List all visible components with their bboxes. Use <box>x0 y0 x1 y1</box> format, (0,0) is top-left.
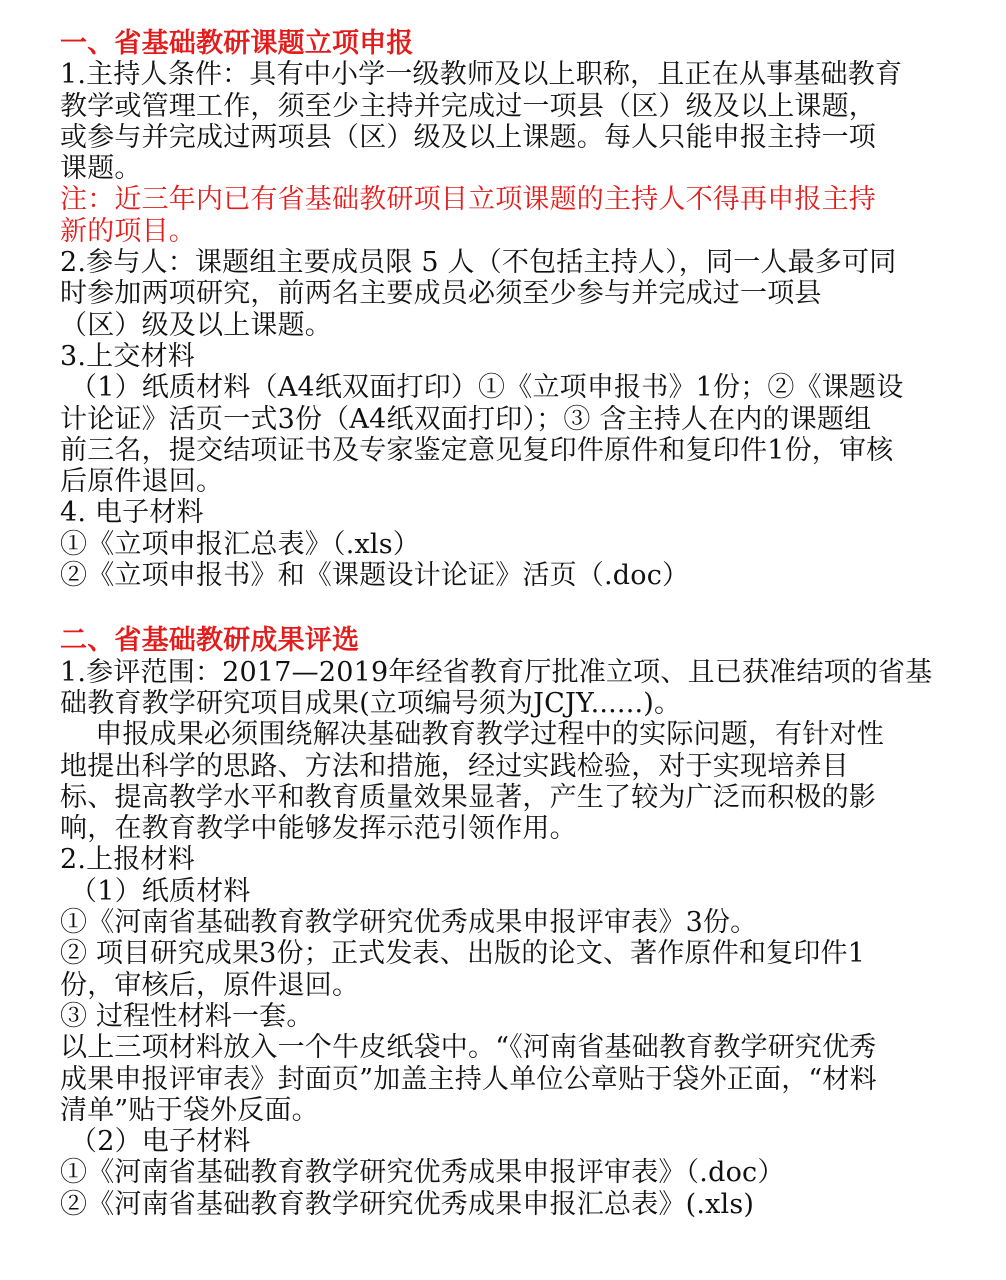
section-1-note <box>60 184 948 247</box>
section-1-line: 课题。 <box>60 153 142 185</box>
section-1-line: 4. 电子材料 <box>60 497 204 529</box>
section-1-line: 1.主持人条件：具有中小学一级教师及以上职称，且正在从事基础教育 <box>60 59 903 91</box>
section-1-line: ②《立项申报书》和《课题设计论证》活页（.doc） <box>60 560 690 592</box>
section-gap <box>60 591 948 625</box>
section-2-line: 础教育教学研究项目成果(立项编号须为JCJY......)。 <box>60 687 682 719</box>
section-1-line: （区）级及以上课题。 <box>60 309 332 341</box>
section-1-line: （1）纸质材料（A4纸双面打印）①《立项申报书》1份；②《课题设 <box>70 372 904 404</box>
section-1-line: 教学或管理工作，须至少主持并完成过一项县（区）级及以上课题， <box>60 90 876 122</box>
section-1-line: ①《立项申报汇总表》（.xls） <box>60 528 421 560</box>
section-2-line: ①《河南省基础教育教学研究优秀成果申报评审表》（.doc） <box>60 1157 785 1189</box>
section-1-body <box>60 59 948 184</box>
section-1-line: 或参与并完成过两项县（区）级及以上课题。每人只能申报主持一项 <box>60 121 876 153</box>
section-2-line: 申报成果必须围绕解决基础教育教学过程中的实际问题，有针对性 <box>60 719 884 751</box>
section-1-line: 2.参与人：课题组主要成员限 5 人（不包括主持人），同一人最多可同 <box>60 247 897 279</box>
section-2-line: 地提出科学的思路、方法和措施，经过实践检验，对于实现培养目 <box>60 750 849 782</box>
section-2-line: ①《河南省基础教育教学研究优秀成果申报评审表》3份。 <box>60 907 758 939</box>
section-2-title: 二、省基础教研成果评选 <box>60 625 360 657</box>
section-1-body-continued <box>60 247 948 591</box>
section-1-line: 后原件退回。 <box>60 466 224 498</box>
section-2-line: 1.参评范围：2017—2019年经省教育厅批准立项、且已获准结项的省基 <box>60 656 933 688</box>
section-2-line: 份，审核后，原件退回。 <box>60 969 360 1001</box>
section-2-line: 成果申报评审表》封面页”加盖主持人单位公章贴于袋外正面，“材料 <box>60 1063 877 1095</box>
section-1-line: 前三名，提交结项证书及专家鉴定意见复印件原件和复印件1份，审核 <box>60 434 894 466</box>
section-2-line: 清单”贴于袋外反面。 <box>60 1094 319 1126</box>
section-2-line: ③ 过程性材料一套。 <box>60 1000 314 1032</box>
section-2-line: （2）电子材料 <box>70 1126 251 1158</box>
section-2-line: 响，在教育教学中能够发挥示范引领作用。 <box>60 813 577 845</box>
section-2-line: 标、提高教学水平和教育质量效果显著，产生了较为广泛而积极的影 <box>60 781 876 813</box>
section-2-body <box>60 657 948 1220</box>
section-2-line: ②《河南省基础教育教学研究优秀成果申报汇总表》(.xls) <box>60 1188 755 1220</box>
note-line: 新的项目。 <box>60 215 196 247</box>
section-1-line: 时参加两项研究，前两名主要成员必须至少参与并完成过一项县 <box>60 278 822 310</box>
section-2-line: （1）纸质材料 <box>70 875 251 907</box>
section-1-line: 3.上交材料 <box>60 340 195 372</box>
section-2-line: 2.上报材料 <box>60 844 195 876</box>
section-1-line: 计论证》活页一式3份（A4纸双面打印）；③ 含主持人在内的课题组 <box>60 403 872 435</box>
section-1-title: 一、省基础教研课题立项申报 <box>60 28 414 59</box>
section-2-line: 以上三项材料放入一个牛皮纸袋中。“《河南省基础教育教学研究优秀 <box>60 1032 877 1064</box>
note-line: 注：近三年内已有省基础教研项目立项课题的主持人不得再申报主持 <box>60 184 876 216</box>
section-2-line: ② 项目研究成果3份；正式发表、出版的论文、著作原件和复印件1 <box>60 938 866 970</box>
